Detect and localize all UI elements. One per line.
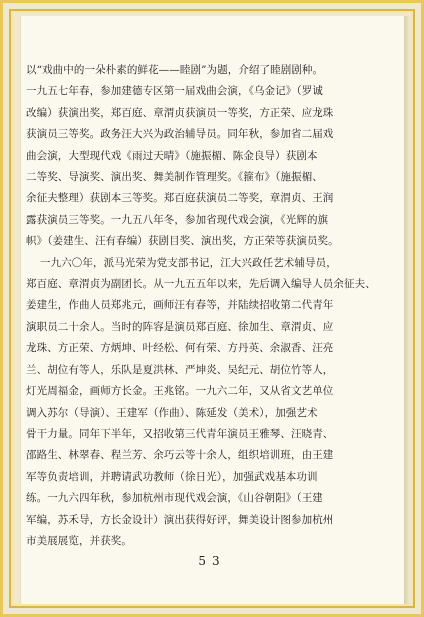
text-line: 帜》（姜建生、汪有春编）获剧目奖、演出奖，方正荣等获演员奖。 (26, 235, 339, 248)
text-line: 军编，苏禾导，方长金设计）演出获得好评，舞美设计图参加杭州 (26, 513, 334, 526)
text-line: 龙珠、方正荣、方炳坤、叶经松、何有荣、方丹英、余淑香、汪亮 (26, 342, 334, 355)
text-line: 露获演员三等奖。一九五八年冬，参加省现代戏会演，《光辉的旗 (26, 213, 329, 226)
text-line: 练。一九六四年秋，参加杭州市现代戏会演，《山谷朝阳》（王建 (26, 492, 323, 505)
text-line: 市美展展览，并获奖。 (26, 534, 132, 547)
text-line: 曲会演，大型现代戏《雨过天晴》（施振楣、陈金良导）获剧本 (26, 149, 318, 162)
text-line: 以“戏曲中的一朵朴素的鲜花——睦剧”为题，介绍了睦剧剧种。 (26, 64, 324, 76)
text-line: 获演员三等奖。政务汪大兴为政治辅导员。同年秋，参加省二届戏 (26, 128, 334, 141)
text-line: 二等奖、导演奖、演出奖、舞美制作管理奖。《箍布》（施振楣、 (26, 171, 323, 184)
page-shadow (404, 16, 410, 604)
text-line: 灯光周福金，画师方长金。王兆铭。一九六二年，又从省文艺单位 (26, 385, 334, 398)
text-line: 邵路生、林翠春、程兰芳、余巧云等十余人，组织培训班，由王建 (26, 449, 334, 462)
page-number: 53 (198, 554, 226, 568)
text-line: 改编）获演出奖，郑百庭、章渭贞获演员一等奖，方正荣、应龙珠 (26, 106, 334, 119)
text-line: 一九六〇年，派马光荣为党支部书记，江大兴政任艺术辅导员， (40, 256, 337, 269)
body-text (26, 60, 386, 552)
text-line: 骨干力量。同年下半年，又招收第三代青年演员王雅琴、汪晓青、 (26, 427, 334, 440)
text-line: 一九五七年春，参加建德专区第一届戏曲会演，《乌金记》（罗诚 (26, 85, 323, 98)
text-line: 调入苏尔（导演）、王建军（作曲）、陈延发（美术），加强艺术 (26, 406, 318, 419)
text-line: 军等负责培训，并聘请武功教师（徐日光），加强武戏基本功训 (26, 470, 318, 483)
text-line: 郑百庭、章渭贞为副团长。从一九五五年以来，先后调入编导人员余征夫、 (26, 278, 376, 291)
text-line: 姜建生，作曲人员郑兆元，画师汪有春等，并陆续招收第二代青年 (26, 299, 334, 312)
text-line: 余征夫整理）获剧本三等奖。郑百庭获演员二等奖，章渭贞、王润 (26, 192, 334, 205)
text-line: 兰、胡位有等人，乐队是夏洪林、严坤炎、吴纪元、胡位竹等人， (26, 363, 334, 376)
text-line: 演职员二十余人。当时的阵容是演员郑百庭、徐加生、章渭贞、应 (26, 320, 334, 333)
